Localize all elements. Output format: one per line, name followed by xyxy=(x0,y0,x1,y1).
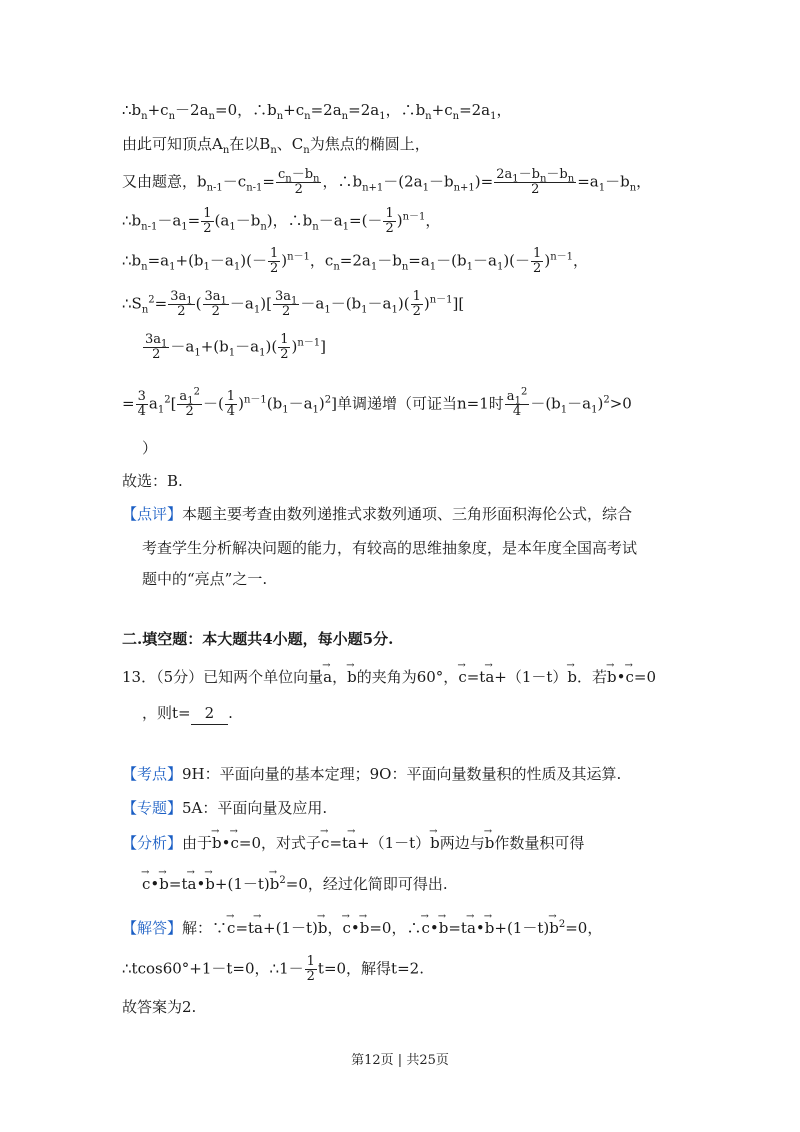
eq-line-4: $\therefore b_{n-1}-a_1=$ $\frac{1}{2}$ $(a_1-b_n)$，$\therefore b_n-a_1=(-$ $\frac{1}{2}$ )$^{n-1}$， xyxy=(122,206,441,236)
zhuanti-tag: 【专题】 xyxy=(122,799,183,817)
choice-line: 故选：B. xyxy=(122,472,183,490)
page-number: 第12页 xyxy=(351,1053,394,1068)
fenxi-line-1: 【分析】由于→ b•→ c=0，对式子→ c=t→ a+（1－t）→ b两边与→ b作数量积可得 xyxy=(122,832,584,854)
eq-line-5: $\therefore b_n=a_1+(b_1-a_1)(-$ $\frac{1}{2}$ )$^{n-1}$，$c_n=2a_1-b_n=a_1-(b_1-a_1)(-$ $\frac{1}{2}$ )$^{n-1}$， xyxy=(122,246,589,276)
footer-separator: | xyxy=(397,1053,403,1068)
kaodian-line: 【考点】9H：平面向量的基本定理；9O：平面向量数量积的性质及其运算. xyxy=(122,765,622,783)
eq-line-1: $\therefore b_n+c_n-2a_n=0$，$\therefore b_n+c_n=2a_n=2a_1$，$\therefore b_n+c_n=2a_1$， xyxy=(122,101,512,122)
fenxi-line-2: → c•→ b=t→ a•→ $b+(1-t)\to b^2=0$，经过化简即可得出. xyxy=(142,873,448,895)
zhuanti-line: 【专题】5A：平面向量及应用. xyxy=(122,799,328,817)
jieda-tag: 【解答】 xyxy=(122,919,183,937)
section-title: 二.填空题：本大题共4小题，每小题5分. xyxy=(122,630,394,648)
comment-line-2: 考查学生分析解决问题的能力，有较高的思维抽象度，是本年度全国高考试 xyxy=(142,539,638,557)
answer-blank: 2 xyxy=(191,702,229,725)
eq-line-9: ） xyxy=(142,439,158,457)
fenxi-tag: 【分析】 xyxy=(122,834,183,852)
question-13-cont: ，则t= 2 . xyxy=(142,702,233,725)
jieda-line-1: 【解答】解：∵→ c=t→ a+(1－t)→ b，→ c•→ b=0，∴→ c•→ b=t→ a•→ $b+(1-t)\to b^2=0$， xyxy=(122,917,602,939)
jieda-line-2: ∴tcos60°+1－t=0，∴1－ $\frac{1}{2}$ t=0，解得t=2. xyxy=(122,954,424,984)
jieda-line-3: 故答案为2. xyxy=(122,998,197,1016)
ellipse-line: 由此可知顶点$A_n$在以$B_n$、$C_n$为焦点的椭圆上， xyxy=(122,135,430,156)
question-13: 13．（5分）已知两个单位向量→ a，→ b的夹角为60°，→ c=t→ a+（1－t）→ b．若→ b•→ c=0 xyxy=(122,666,656,688)
kaodian-tag: 【考点】 xyxy=(122,765,183,783)
page-total: 共25页 xyxy=(406,1053,449,1068)
eq-line-3: 又由题意，$b_{n-1}-c_{n-1}=$ $\frac{c_n-b_n}{2}$ ，$\therefore b_{n+1}-(2a_1-b_{n+1})=$ $\frac{2a_1-b_n-b_n}{2}$ $=a_1-b_n$， xyxy=(122,167,652,197)
page-footer xyxy=(0,1049,800,1068)
comment-line-3: 题中的“亮点”之一. xyxy=(142,570,268,588)
eq-line-6: $\therefore S_n^2=$ $\frac{3a_1}{2}$ ( $\frac{3a_1}{2}$ $-a_1$)[ $\frac{3a_1}{2}$ $-a_1-(b_1-a_1)$( $\frac{1}{2}$ )$^{n-1}$][ xyxy=(122,289,465,319)
eq-line-8: = $\frac{3}{4}$ $a_1^2$[ $\frac{a_1^2}{2}$ －( $\frac{1}{4}$ )$^{n-1}(b_1-a_1)^2$]单调递增（可证当n=1时 $\frac{a_1^2}{4}$ $-(b_1-a_1)^2>0$ xyxy=(122,386,632,419)
eq-line-7: $\frac{3a_1}{2}$ $-a_1+(b_1-a_1)$( $\frac{1}{2}$ )$^{n-1}$] xyxy=(145,332,326,362)
comment-line-1: 【点评】本题主要考查由数列递推式求数列通项、三角形面积海伦公式，综合 xyxy=(122,505,633,523)
comment-tag: 【点评】 xyxy=(122,505,183,523)
